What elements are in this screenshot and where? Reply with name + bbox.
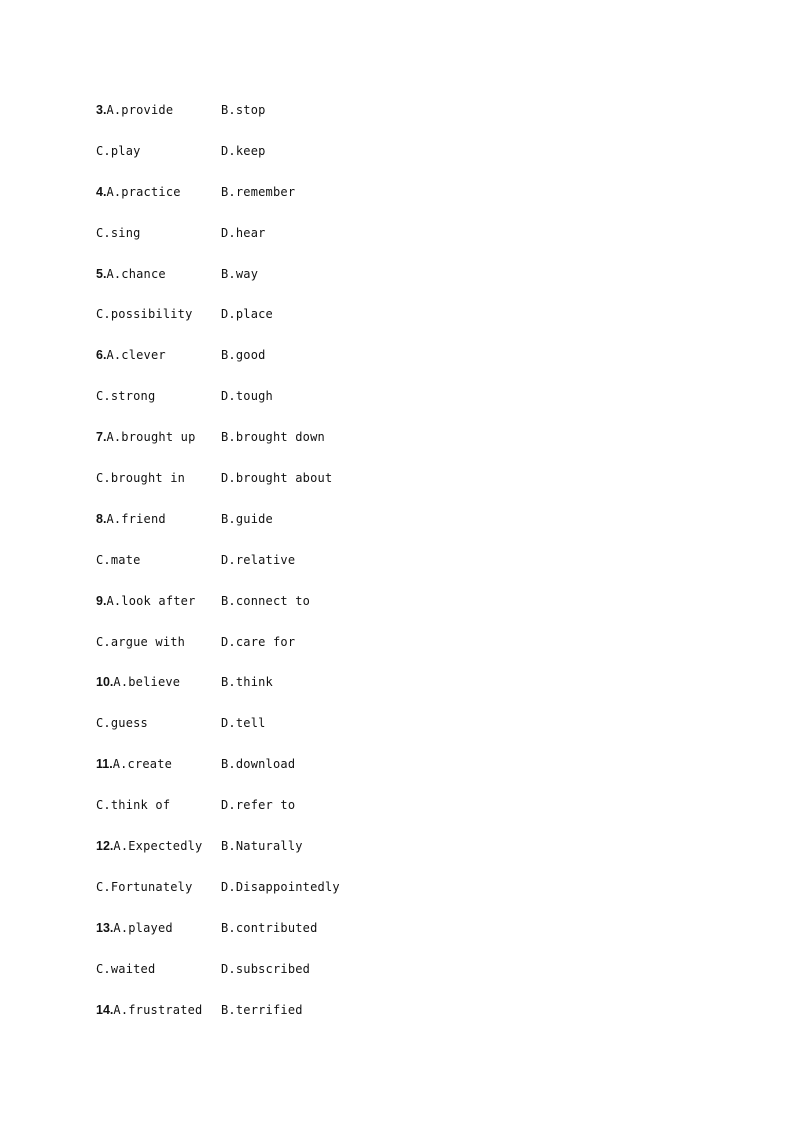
option-right-text: B.remember: [221, 184, 296, 199]
option-left-cell: [96, 386, 221, 406]
question-number: 4.: [96, 184, 107, 199]
option-row: [96, 918, 696, 959]
option-left-cell: [96, 182, 221, 202]
option-left-cell: [96, 918, 221, 938]
option-left-cell: [96, 836, 221, 856]
option-right-text: D.brought about: [221, 471, 333, 486]
option-left-cell: [96, 591, 221, 611]
option-right-text: B.connect to: [221, 593, 311, 608]
option-right-cell: [221, 877, 340, 897]
option-right-cell: [221, 223, 266, 243]
option-right-cell: [221, 836, 303, 856]
option-left-cell: [96, 427, 221, 447]
option-row: [96, 836, 696, 877]
question-number: 8.: [96, 511, 107, 526]
option-left-cell: [96, 468, 221, 488]
option-right-cell: [221, 591, 310, 611]
option-left-cell: [96, 223, 221, 243]
option-right-text: D.subscribed: [221, 961, 311, 976]
option-left-text: C.argue with: [96, 634, 186, 649]
option-left-text: C.waited: [96, 961, 156, 976]
option-right-cell: [221, 264, 258, 284]
option-right-cell: [221, 141, 266, 161]
option-left-text: A.friend: [106, 511, 166, 526]
option-right-cell: [221, 713, 266, 733]
option-left-text: A.brought up: [106, 430, 196, 445]
option-right-cell: [221, 386, 273, 406]
option-right-text: D.keep: [221, 143, 266, 158]
option-left-text: A.believe: [113, 675, 181, 690]
option-right-text: B.brought down: [221, 430, 325, 445]
option-left-cell: [96, 672, 221, 692]
option-right-cell: [221, 550, 295, 570]
option-right-text: B.terrified: [221, 1002, 303, 1017]
option-row: [96, 754, 696, 795]
option-left-cell: [96, 141, 221, 161]
option-right-cell: [221, 468, 332, 488]
question-number: 6.: [96, 348, 107, 363]
option-right-text: B.good: [221, 348, 266, 363]
option-right-cell: [221, 100, 266, 120]
option-left-text: C.mate: [96, 552, 141, 567]
question-number: 5.: [96, 266, 107, 281]
option-right-text: B.way: [221, 266, 259, 281]
option-row: [96, 959, 696, 1000]
option-row: [96, 509, 696, 550]
option-left-cell: [96, 509, 221, 529]
options-list: [96, 100, 696, 1040]
option-left-text: C.play: [96, 143, 141, 158]
option-left-cell: [96, 632, 221, 652]
option-right-cell: [221, 632, 295, 652]
option-left-text: C.strong: [96, 389, 156, 404]
option-row: [96, 632, 696, 673]
option-row: [96, 672, 696, 713]
option-left-text: A.create: [112, 757, 173, 772]
option-right-cell: [221, 795, 295, 815]
option-left-text: C.possibility: [96, 307, 193, 322]
option-right-cell: [221, 918, 318, 938]
option-right-text: D.hear: [221, 225, 266, 240]
option-left-text: A.clever: [106, 348, 166, 363]
option-right-cell: [221, 509, 273, 529]
option-right-text: D.place: [221, 307, 273, 322]
option-left-text: A.chance: [106, 266, 166, 281]
question-number: 3.: [96, 103, 107, 117]
option-right-text: D.relative: [221, 552, 296, 567]
option-right-text: B.download: [221, 757, 296, 772]
option-left-text: A.provide: [106, 103, 174, 117]
option-left-cell: [96, 100, 221, 120]
option-left-text: C.Fortunately: [96, 879, 193, 894]
option-right-cell: [221, 304, 273, 324]
option-row: [96, 386, 696, 427]
option-row: [96, 468, 696, 509]
question-number: 10.: [96, 675, 114, 690]
option-left-cell: [96, 959, 221, 979]
option-left-text: C.think of: [96, 798, 171, 813]
option-left-cell: [96, 754, 221, 774]
option-row: [96, 591, 696, 632]
option-row: [96, 264, 696, 305]
option-right-text: B.think: [221, 675, 273, 690]
option-left-text: A.played: [113, 920, 173, 935]
option-right-cell: [221, 754, 295, 774]
question-number: 9.: [96, 593, 107, 608]
option-right-cell: [221, 182, 295, 202]
option-left-text: A.look after: [106, 593, 196, 608]
option-left-cell: [96, 1000, 221, 1020]
option-row: [96, 1000, 696, 1041]
option-left-cell: [96, 304, 221, 324]
option-left-text: C.brought in: [96, 471, 186, 486]
question-number: 13.: [96, 920, 114, 935]
option-row: [96, 345, 696, 386]
option-right-cell: [221, 1000, 303, 1020]
option-row: [96, 100, 696, 141]
option-left-text: A.Expectedly: [113, 839, 203, 854]
option-right-text: D.refer to: [221, 798, 296, 813]
question-number: 12.: [96, 839, 114, 854]
option-row: [96, 427, 696, 468]
option-right-text: B.stop: [221, 103, 266, 117]
option-right-cell: [221, 427, 325, 447]
option-row: [96, 550, 696, 591]
option-row: [96, 223, 696, 264]
option-left-cell: [96, 550, 221, 570]
option-left-cell: [96, 795, 221, 815]
option-left-text: A.frustrated: [113, 1002, 203, 1017]
option-right-text: D.tough: [221, 389, 273, 404]
option-row: [96, 182, 696, 223]
option-row: [96, 304, 696, 345]
option-row: [96, 877, 696, 918]
question-number: 14.: [96, 1002, 114, 1017]
option-row: [96, 713, 696, 754]
option-right-text: B.contributed: [221, 920, 318, 935]
option-left-text: A.practice: [106, 184, 181, 199]
option-left-text: C.sing: [96, 225, 141, 240]
question-number: 7.: [96, 430, 107, 445]
option-left-cell: [96, 877, 221, 897]
option-left-text: C.guess: [96, 716, 148, 731]
option-right-cell: [221, 672, 273, 692]
option-right-text: B.Naturally: [221, 839, 303, 854]
option-left-cell: [96, 345, 221, 365]
option-right-text: D.Disappointedly: [221, 879, 340, 894]
option-right-text: D.care for: [221, 634, 296, 649]
option-row: [96, 141, 696, 182]
option-right-text: B.guide: [221, 511, 273, 526]
option-right-text: D.tell: [221, 716, 266, 731]
option-left-cell: [96, 264, 221, 284]
option-right-cell: [221, 959, 310, 979]
option-left-cell: [96, 713, 221, 733]
question-number: 11.: [96, 757, 113, 772]
option-right-cell: [221, 345, 266, 365]
option-row: [96, 795, 696, 836]
